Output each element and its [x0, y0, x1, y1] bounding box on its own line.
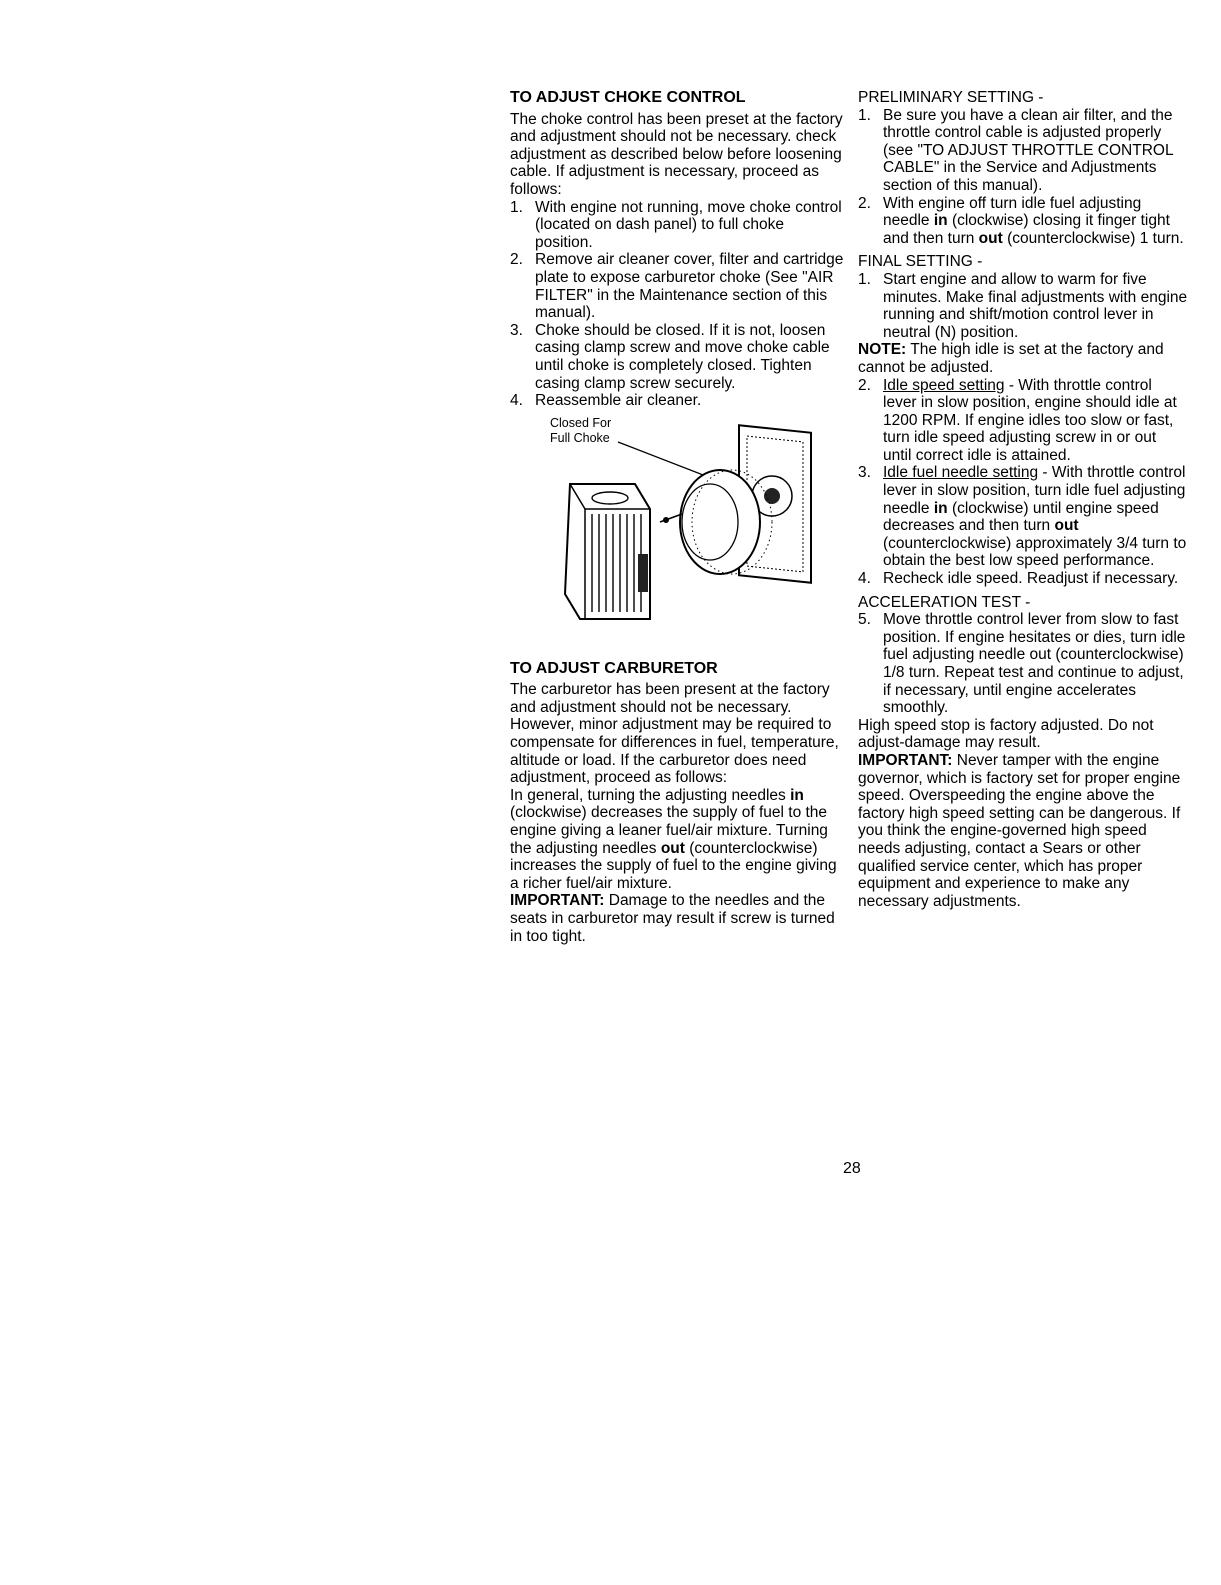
list-item: 3. Choke should be closed. If it is not, loosen casing clamp screw and move choke cable until choke is completely closed. Tighten casing clamp screw securely. — [510, 321, 830, 392]
preliminary-steps — [858, 107, 1188, 248]
left-column — [510, 89, 845, 945]
choke-intro: The choke control has been preset at the factory and adjustment should not be necessary. check adjustment as described below before loosening cable. If adjustment is necessary, proceed as follows: — [510, 110, 843, 198]
final-steps-1 — [858, 271, 1188, 341]
list-item: 5. Move throttle control lever from slow to fast position. If engine hesitates or dies, turn idle fuel adjusting needle out (counterclockwise) 1/8 turn. Repeat test and continue to adjust, if necessary, until engine accelerates smoothly. — [858, 611, 1186, 717]
list-item: 1. Start engine and allow to warm for five minutes. Make final adjustments with engine running and shift/motion control lever in neutral (N) position. — [858, 270, 1188, 341]
air-cleaner-figure — [510, 414, 845, 644]
list-item: 2. With engine off turn idle fuel adjusting needle in (clockwise) closing it finger tight and then turn out (counterclockwise) 1 turn. — [858, 194, 1184, 247]
list-item: 4. Recheck idle speed. Readjust if necessary. — [858, 570, 1179, 588]
choke-heading: TO ADJUST CHOKE CONTROL — [510, 89, 746, 106]
carburetor-intro: The carburetor has been present at the factory and adjustment should not be necessary. However, minor adjustment may be required to compensate for differences in fuel, temperature, altitude or load. If the carburetor does need adjustment, proceed as follows: — [510, 681, 839, 787]
page-number: 28 — [843, 1160, 861, 1177]
air-cleaner-illustration — [510, 414, 840, 644]
list-item: 2. Remove air cleaner cover, filter and cartridge plate to expose carburetor choke (See "AIR FILTER" in the Maintenance section of this manual). — [510, 251, 844, 322]
high-speed-note: High speed stop is factory adjusted. Do not adjust-damage may result. — [858, 716, 1154, 752]
carburetor-important: IMPORTANT: Damage to the needles and the seats in carburetor may result if screw is turned in too tight. — [510, 892, 835, 945]
choke-steps — [510, 199, 845, 410]
list-item: 2. Idle speed setting - With throttle control lever in slow position, engine should idle at 1200 RPM. If engine idles too slow or fast, turn idle speed adjusting screw in or out until correct idle is attained. — [858, 376, 1177, 464]
governor-important: IMPORTANT: Never tamper with the engine governor, which is factory set for proper engine speed. Overspeeding the engine above the factory high speed setting can be dangerous. If you think the engine-governed high speed needs adjusting, contact a Sears or other qualified service center, which has proper equipment and experience to make any necessary adjustments. — [858, 751, 1181, 910]
list-item: 3. Idle fuel needle setting - With throttle control lever in slow position, turn idle fuel adjusting needle in (clockwise) until engine speed decreases and then turn out (counterclockwise) approximately 3/4 turn to obtain the best low speed performance. — [858, 464, 1187, 570]
list-item: 4. Reassemble air cleaner. — [510, 392, 702, 410]
final-steps-2 — [858, 377, 1188, 588]
preliminary-heading: PRELIMINARY SETTING - — [858, 89, 1044, 106]
carburetor-general: In general, turning the adjusting needles in (clockwise) decreases the supply of fuel to the engine giving a leaner fuel/air mixture. Turning the adjusting needles out (counterclockwise) increases the supply of fuel to the engine giving a richer fuel/air mixture. — [510, 786, 837, 892]
list-item: 1. Be sure you have a clean air filter, and the throttle control cable is adjusted properly (see "TO ADJUST THROTTLE CONTROL CABLE" in the Service and Adjustments section of this manual). — [858, 106, 1174, 194]
acceleration-steps — [858, 611, 1188, 717]
list-item: 1. With engine not running, move choke control (located on dash panel) to full choke position. — [510, 198, 842, 251]
right-column — [858, 89, 1188, 910]
figure-callout: Closed For Full Choke — [550, 415, 612, 445]
final-heading: FINAL SETTING - — [858, 253, 983, 271]
carburetor-heading: TO ADJUST CARBURETOR — [510, 659, 718, 677]
final-note: NOTE: The high idle is set at the factory and cannot be adjusted. — [858, 341, 1164, 376]
acceleration-heading: ACCELERATION TEST - — [858, 593, 1031, 611]
